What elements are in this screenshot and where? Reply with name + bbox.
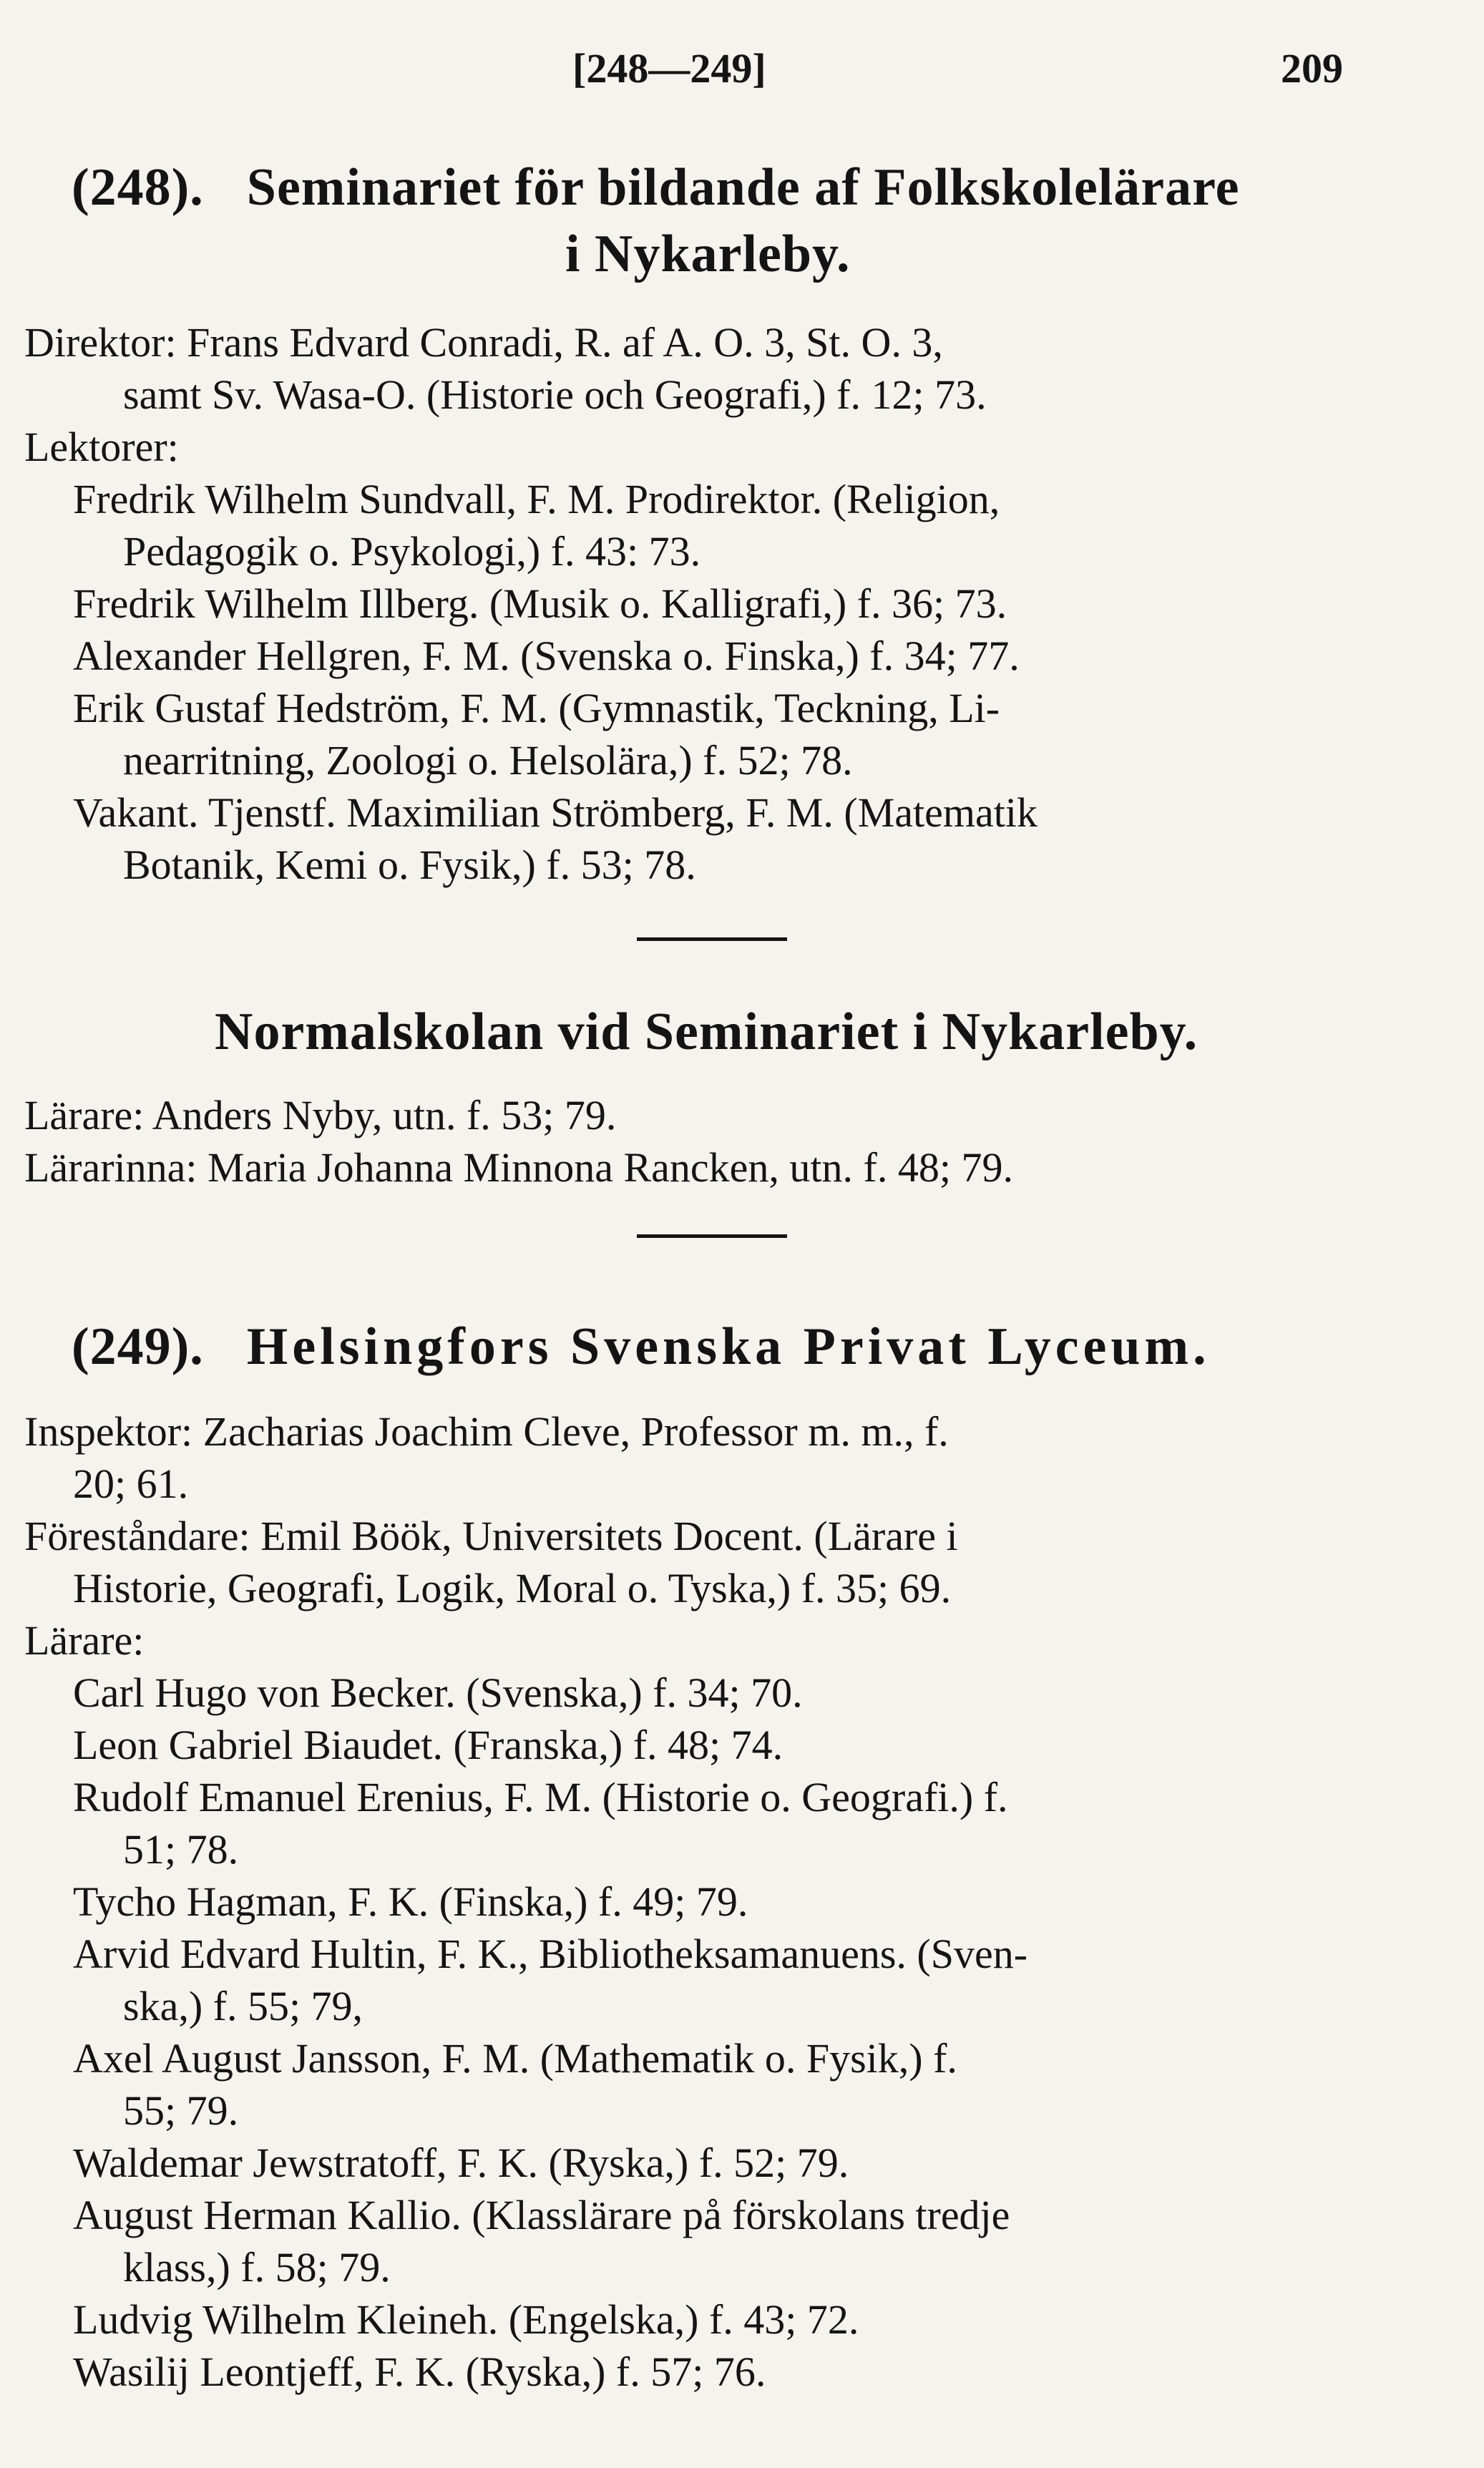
text-line: Föreståndare: Emil Böök, Universitets Docent. (Lärare i — [24, 1513, 958, 1559]
text-line: Arvid Edvard Hultin, F. K., Bibliotheksamanuens. (Sven- — [73, 1931, 1028, 1977]
text-line: 20; 61. — [73, 1460, 189, 1507]
text-line: Vakant. Tjenstf. Maximilian Strömberg, F. M. (Matematik — [73, 789, 1038, 836]
text-line: Lektorer: — [24, 424, 179, 470]
text-line: Rudolf Emanuel Erenius, F. M. (Historie o. Geografi.) f. — [73, 1774, 1008, 1820]
text-line: samt Sv. Wasa-O. (Historie och Geografi,) f. 12; 73. — [123, 371, 987, 418]
text-line: Direktor: Frans Edvard Conradi, R. af A. O. 3, St. O. 3, — [24, 319, 943, 366]
text-line: Lärarinna: Maria Johanna Minnona Rancken, utn. f. 48; 79. — [24, 1144, 1013, 1191]
text-line: Fredrik Wilhelm Sundvall, F. M. Prodirektor. (Religion, — [73, 476, 1000, 522]
page-range: [248—249] — [572, 45, 766, 92]
normalskolan-heading: Normalskolan vid Seminariet i Nykarleby. — [215, 1003, 1199, 1061]
text-line: nearritning, Zoologi o. Helsolära,) f. 52; 78. — [123, 737, 853, 784]
text-line: Alexander Hellgren, F. M. (Svenska o. Finska,) f. 34; 77. — [73, 633, 1020, 679]
section-248-number: (248). — [72, 158, 204, 217]
section-divider — [637, 937, 787, 941]
section-249-title: Helsingfors Svenska Privat Lyceum. — [246, 1317, 1211, 1376]
text-line: ska,) f. 55; 79, — [123, 1983, 363, 2029]
text-line: Axel August Jansson, F. M. (Mathematik o. Fysik,) f. — [73, 2035, 957, 2082]
text-line: klass,) f. 58; 79. — [123, 2244, 391, 2291]
text-line: Ludvig Wilhelm Kleineh. (Engelska,) f. 43; 72. — [73, 2296, 859, 2343]
section-248-title-line1: Seminariet för bildande af Folkskolelärare — [246, 158, 1240, 217]
text-line: Inspektor: Zacharias Joachim Cleve, Professor m. m., f. — [24, 1408, 949, 1455]
text-line: 55; 79. — [123, 2087, 239, 2134]
text-line: Waldemar Jewstratoff, F. K. (Ryska,) f. 52; 79. — [73, 2140, 849, 2186]
section-248-heading — [72, 158, 1240, 217]
text-line: Historie, Geografi, Logik, Moral o. Tyska,) f. 35; 69. — [73, 1565, 952, 1611]
section-248-title-line2: i Nykarleby. — [565, 225, 851, 283]
text-line: Tycho Hagman, F. K. (Finska,) f. 49; 79. — [73, 1878, 748, 1925]
text-line: Carl Hugo von Becker. (Svenska,) f. 34; 70. — [73, 1669, 803, 1716]
text-line: 51; 78. — [123, 1826, 239, 1873]
text-line: August Herman Kallio. (Klasslärare på förskolans tredje — [73, 2192, 1010, 2238]
text-line: Fredrik Wilhelm Illberg. (Musik o. Kalligrafi,) f. 36; 73. — [73, 580, 1007, 627]
text-line: Erik Gustaf Hedström, F. M. (Gymnastik, Teckning, Li- — [73, 685, 1000, 731]
section-249-number: (249). — [72, 1317, 204, 1376]
text-line: Lärare: Anders Nyby, utn. f. 53; 79. — [24, 1092, 617, 1138]
text-line: Leon Gabriel Biaudet. (Franska,) f. 48; 74. — [73, 1722, 784, 1768]
text-line: Lärare: — [24, 1617, 145, 1664]
section-249-heading — [72, 1317, 1211, 1376]
text-line: Pedagogik o. Psykologi,) f. 43: 73. — [123, 528, 701, 575]
section-divider — [637, 1234, 787, 1238]
running-head — [0, 44, 1484, 102]
text-line: Botanik, Kemi o. Fysik,) f. 53; 78. — [123, 842, 696, 888]
page-number: 209 — [1281, 45, 1343, 92]
text-line: Wasilij Leontjeff, F. K. (Ryska,) f. 57; 76. — [73, 2348, 766, 2395]
